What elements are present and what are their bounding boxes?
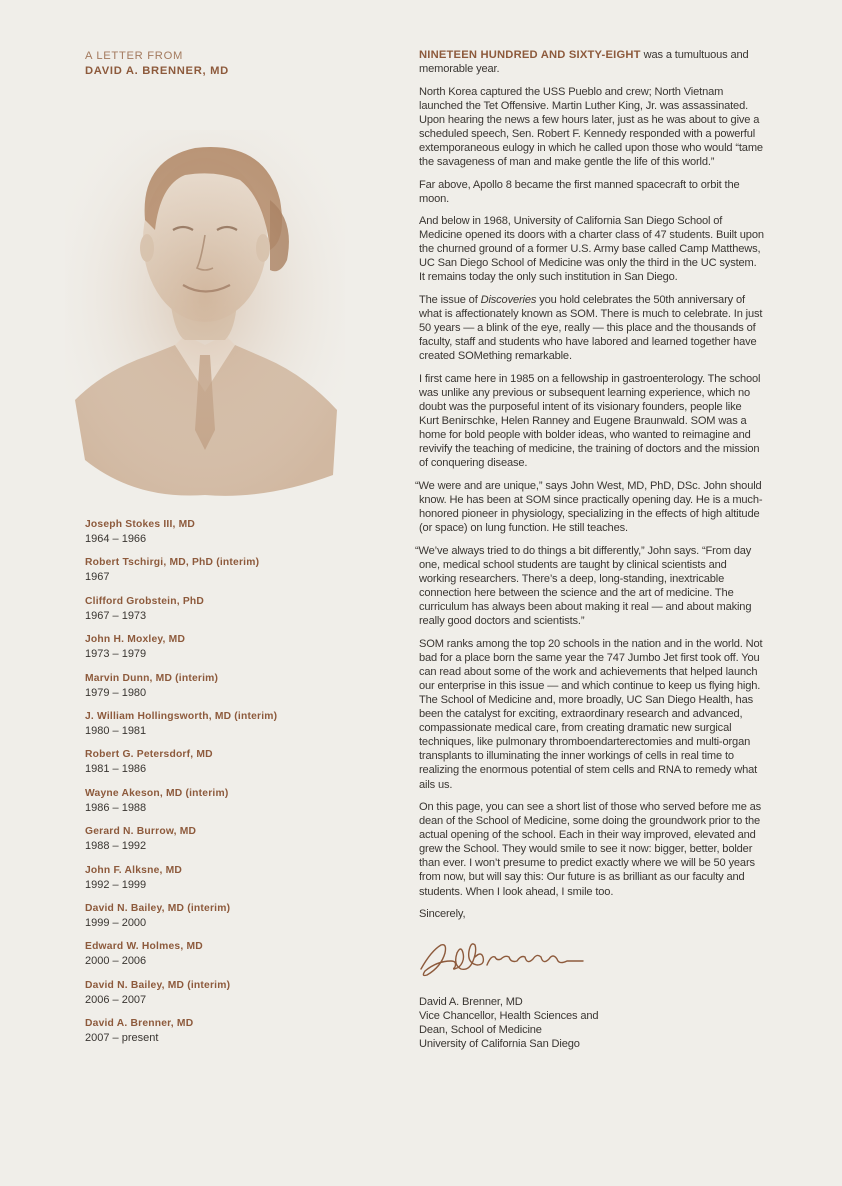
letter-text: you hold celebrates the 50th anniversary of what is affectionately known as SOM. There is much to celebrate. In just 50 years — a blink of the eye, really — this place and the thousands of faculty, staff and students who have labored and learned together have created SOMething remarkable. xyxy=(419,293,763,363)
signer-institution: University of California San Diego xyxy=(419,1038,580,1051)
letter-eyebrow xyxy=(85,49,229,79)
signature-image xyxy=(417,931,587,981)
dean-years: 1988 – 1992 xyxy=(85,840,147,853)
letter-paragraph: And below in 1968, University of California San Diego School of Medicine opened its doors with a charter class of 47 students. Built upon the churned ground of a former U.S. Army base called Camp Matthews, UC San Diego School of Medicine was only the third in the UC system. It remains today the only such institution in San Diego. xyxy=(419,215,764,284)
eyebrow-line-1: A LETTER FROM xyxy=(85,50,183,62)
dean-years: 2007 – present xyxy=(85,1032,159,1045)
letter-paragraph: I first came here in 1985 on a fellowship in gastroenterology. The school was unlike any previous or subsequent learning experience, which no doubt was the purposeful intent of its visionary founders, people like Kurt Benirschke, Helen Ranney and Eugene Braunwald. SOM was a home for bold people with bolder ideas, who wanted to reimagine and revivify the teaching of medicine, the training of doctors and the mission of conquering disease. xyxy=(419,372,761,470)
dean-years: 1999 – 2000 xyxy=(85,916,147,929)
letter-paragraph: SOM ranks among the top 20 schools in the nation and in the world. Not bad for a place born the same year the 747 Jumbo Jet first took off. You can read about some of the work and achievements that helped launch our enterprise in this issue — and which continue to keep us flying high. The School of Medicine and, more broadly, UC San Diego Health, has been the catalyst for exciting, extraordinary research and advanced, compassionate medical care, from creating dramatic new surgical techniques, like pulmonary thromboendarterectomies and multi-organ transplants to illuminating the inner workings of cells in real time to realizing the enormous potential of stem cells and RNA to remedy what ails us. xyxy=(419,637,763,791)
dean-years: 1981 – 1986 xyxy=(85,763,147,776)
dean-name: Joseph Stokes III, MD xyxy=(85,519,196,530)
dean-entry xyxy=(85,633,385,661)
dean-years: 1992 – 1999 xyxy=(85,878,147,891)
signer-name: David A. Brenner, MD xyxy=(419,996,523,1009)
letter-closing: Sincerely, xyxy=(419,908,466,921)
dean-name: John F. Alksne, MD xyxy=(85,864,183,876)
dean-years: 1980 – 1981 xyxy=(85,724,147,737)
publication-title: Discoveries xyxy=(480,293,537,306)
dean-years: 1973 – 1979 xyxy=(85,648,147,661)
dean-entry xyxy=(85,672,385,700)
dean-name: David N. Bailey, MD (interim) xyxy=(85,902,231,914)
dean-name: Wayne Akeson, MD (interim) xyxy=(85,787,229,799)
dean-years: 1986 – 1988 xyxy=(85,801,147,814)
letter-text: The issue of xyxy=(419,293,481,306)
letter-paragraph: Far above, Apollo 8 became the first manned spacecraft to orbit the moon. xyxy=(419,178,740,205)
dean-name: Edward W. Holmes, MD xyxy=(85,941,203,953)
dean-entry xyxy=(85,710,385,738)
dean-entry xyxy=(85,864,385,892)
dean-years: 2000 – 2006 xyxy=(85,955,147,968)
letter-paragraph xyxy=(419,293,764,363)
signer-title: Dean, School of Medicine xyxy=(419,1024,542,1037)
dean-entry xyxy=(85,748,385,776)
dean-name: Robert G. Petersdorf, MD xyxy=(85,749,213,761)
letter-lead-paragraph xyxy=(419,48,764,76)
signature-block xyxy=(419,995,764,1051)
dean-years: 1967 xyxy=(85,571,110,584)
dean-years: 2006 – 2007 xyxy=(85,993,147,1006)
dean-entry xyxy=(85,518,385,546)
letter-body xyxy=(415,48,764,1052)
portrait-image xyxy=(65,130,345,500)
deans-list xyxy=(85,518,385,1055)
dean-entry xyxy=(85,940,385,968)
signer-title: Vice Chancellor, Health Sciences and xyxy=(419,1010,599,1023)
dean-name: David N. Bailey, MD (interim) xyxy=(85,979,231,991)
dean-entry xyxy=(85,825,385,853)
letter-lead-rest: was a tumultuous and memorable year. xyxy=(419,49,749,76)
dean-entry xyxy=(85,1017,385,1045)
dean-name: David A. Brenner, MD xyxy=(85,1018,194,1030)
dean-years: 1967 – 1973 xyxy=(85,609,147,622)
letter-paragraph: On this page, you can see a short list of those who served before me as dean of the School of Medicine, some doing the groundwork prior to the actual opening of the school. Each in their way improved, elevated and grew the School. They would smile to see it now: bigger, better, bolder than ever. I won’t presume to predict exactly where we will be 50 years from now, but will say this: Our future is as brilliant as our faculty and students. When I look ahead, I smile too. xyxy=(419,801,762,898)
dean-name: Marvin Dunn, MD (interim) xyxy=(85,672,219,684)
dean-name: J. William Hollingsworth, MD (interim) xyxy=(85,710,278,722)
dean-years: 1979 – 1980 xyxy=(85,686,147,699)
dean-name: John H. Moxley, MD xyxy=(85,634,186,646)
eyebrow-line-2: DAVID A. BRENNER, MD xyxy=(85,65,229,77)
dean-entry xyxy=(85,787,385,815)
letter-paragraph: North Korea captured the USS Pueblo and crew; North Vietnam launched the Tet Offensive. Martin Luther King, Jr. was assassinated. Upon hearing the news a few hours later, just as he was about to give a scheduled speech, Sen. Robert F. Kennedy responded with a powerful extemporaneous eulogy in which he called upon those who would “tame the savageness of man and make gentle the life of this world.” xyxy=(419,85,763,169)
dean-years: 1964 – 1966 xyxy=(85,533,147,545)
dean-entry xyxy=(85,595,385,623)
dean-name: Clifford Grobstein, PhD xyxy=(85,595,205,607)
dean-name: Robert Tschirgi, MD, PhD (interim) xyxy=(85,557,260,569)
dean-name: Gerard N. Burrow, MD xyxy=(85,826,197,838)
letter-paragraph: “We were and are unique,” says John West, MD, PhD, DSc. John should know. He has been at SOM since practically opening day. He is a much-honored pioneer in physiology, specializing in the effects of high altitude (or space) on lung function. He still teaches. xyxy=(415,479,763,535)
dean-entry xyxy=(85,556,385,584)
dean-entry xyxy=(85,902,385,930)
letter-lead: NINETEEN HUNDRED AND SIXTY-EIGHT xyxy=(419,49,641,61)
dean-entry xyxy=(85,979,385,1007)
letter-paragraph: “We’ve always tried to do things a bit differently,” John says. “From day one, medical school students are taught by clinical scientists and working researchers. There’s a deep, long-standing, inextricable connection here between the science and the art of medicine. The curriculum has always been about making it real — and about making really good doctors and scientists.” xyxy=(415,544,752,628)
